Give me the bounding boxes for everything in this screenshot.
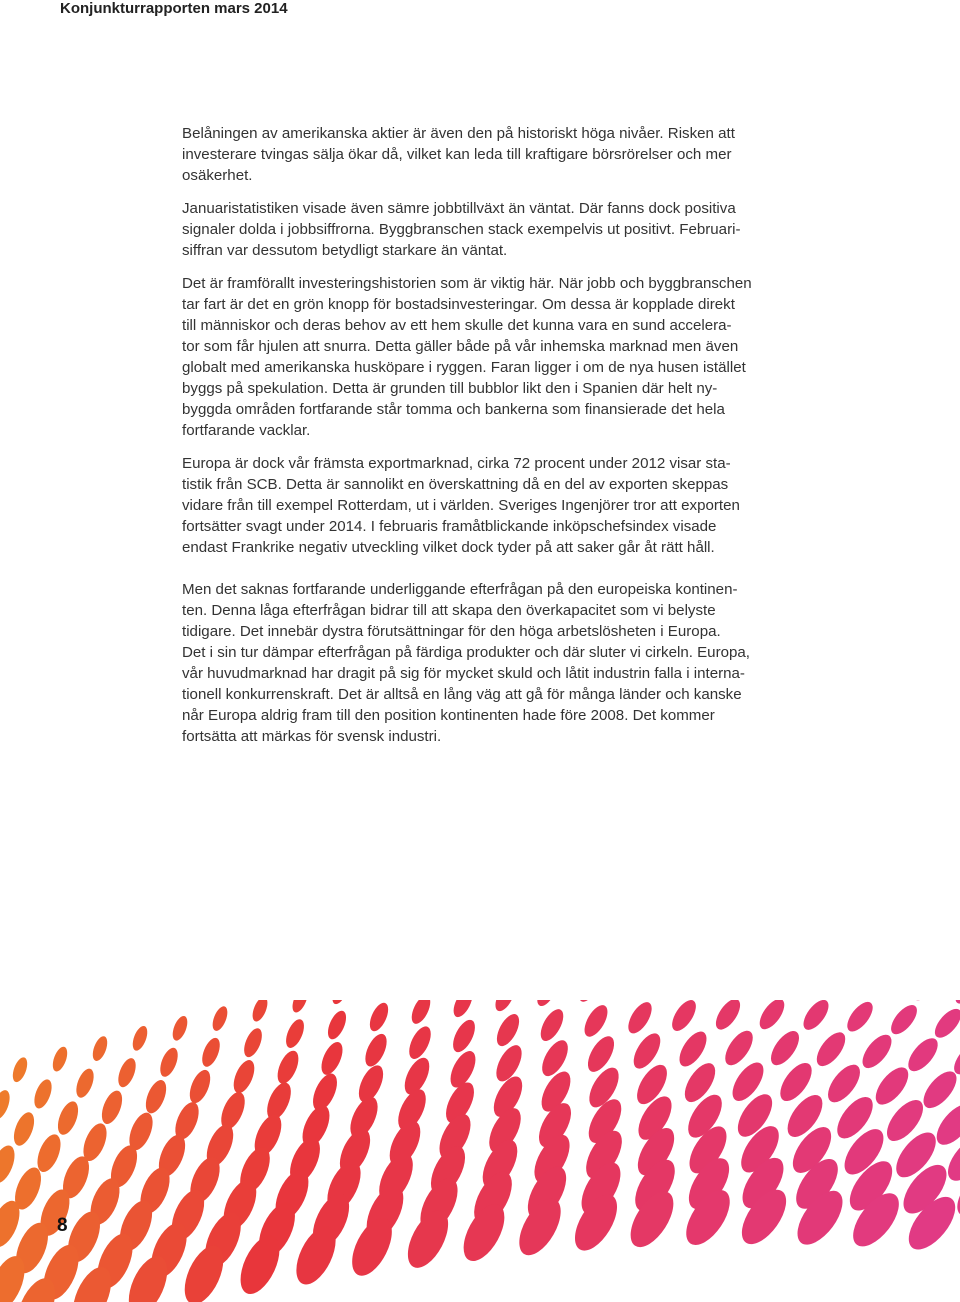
- dot-shape: [289, 1000, 310, 1015]
- dot-shape: [33, 1131, 65, 1175]
- dot-shape: [241, 1026, 266, 1060]
- paragraph: [182, 198, 782, 261]
- text-line: endast Frankrike negativ utveckling vilket dock tyder på att saker går åt rätt håll.: [182, 539, 715, 556]
- paragraph: [182, 123, 782, 186]
- dot-shape: [115, 1056, 139, 1090]
- dot-shape: [0, 1088, 13, 1122]
- dot-shape: [910, 1000, 941, 1004]
- dot-shape: [273, 1048, 302, 1087]
- dot-shape: [405, 1023, 435, 1062]
- dot-shape: [886, 1001, 921, 1039]
- paragraph: [182, 453, 782, 558]
- dot-shape: [857, 1030, 897, 1073]
- dot-shape: [711, 1000, 745, 1034]
- text-line: Belåningen av amerikanska aktier är även den på historiskt höga nivåer. Risken att: [182, 125, 735, 142]
- dot-shape: [186, 1067, 215, 1106]
- text-line: ten. Denna låga efterfrågan bidrar till att skapa den överkapacitet som vi belyste: [182, 602, 716, 619]
- dot-shape: [10, 1055, 30, 1084]
- dot-shape: [262, 1079, 295, 1123]
- dot-shape: [799, 1000, 834, 1034]
- dot-shape: [492, 1000, 519, 1014]
- text-line: tistik från SCB. Detta är sannolikt en överskattning då en del av exporten skeppas: [182, 476, 729, 493]
- text-line: Det i sin tur dämpar efterfrågan på färdiga produkter och där sluter vi cirkeln. Europa,: [182, 644, 750, 661]
- text-line: fortsätter svagt under 2014. I februaris framåtblickande inköpschefsindex visade: [182, 518, 717, 535]
- dot-shape: [617, 1000, 645, 1002]
- text-line: Men det saknas fortfarande underliggande efterfrågan på den europeiska kontinen-: [182, 581, 738, 598]
- dot-shape: [0, 1142, 19, 1186]
- dot-shape: [811, 1028, 850, 1071]
- dot-shape: [73, 1066, 97, 1100]
- text-line: investerare tvingas sälja ökar då, vilket kan leda till kraftigare börsrörelser och mer: [182, 146, 732, 163]
- text-line: byggda områden fortfarande står tomma och bankerna som finansierade det hela: [182, 401, 725, 418]
- dot-shape: [170, 1014, 191, 1043]
- dot-shape: [130, 1024, 150, 1053]
- text-line: Europa är dock vår främsta exportmarknad, cirka 72 procent under 2012 visar sta-: [182, 455, 731, 472]
- dot-shape: [536, 1006, 568, 1045]
- dot-shape: [157, 1045, 182, 1079]
- text-line: vår huvudmarknad har dragit på sig för mycket skuld och låtit industrin falla i interna-: [182, 665, 745, 682]
- dot-shape: [408, 1000, 434, 1027]
- dot-shape: [90, 1034, 110, 1063]
- dot-shape: [199, 1035, 224, 1069]
- dot-shape: [930, 1004, 960, 1042]
- dot-shape: [755, 1000, 789, 1033]
- text-line: tor som får hjulen att snurra. Detta gäller både på vår inhemska marknad men även: [182, 338, 739, 355]
- text-line: fortfarande vacklar.: [182, 422, 311, 439]
- text-line: tionell konkurrenskraft. Det är alltså en lång väg att gå för många länder och kanske: [182, 686, 742, 703]
- dot-shape: [324, 1008, 350, 1042]
- text-line: når Europa aldrig fram till den position kontinenten hade före 2008. Det kommer: [182, 707, 715, 724]
- text-line: Januaristatistiken visade även sämre jobbtillväxt än väntat. Där fanns dock positiva: [182, 200, 736, 217]
- dot-shape: [903, 1033, 943, 1076]
- dot-shape: [10, 1110, 38, 1149]
- dot-shape: [952, 1000, 960, 1007]
- text-line: tar fart är det en grön knopp för bostadsinvesteringar. Om dessa är kopplade direkt: [182, 296, 735, 313]
- dot-shape: [50, 1045, 70, 1074]
- dot-shape: [31, 1077, 55, 1111]
- dot-shape: [667, 1000, 700, 1035]
- dot-arc-pattern-icon: [0, 1000, 960, 1302]
- text-line: Det är framförallt investeringshistorien som är viktig här. När jobb och byggbranschen: [182, 275, 752, 292]
- text-line: signaler dolda i jobbsiffrorna. Byggbranschen stack exempelvis ut positivt. Februari-: [182, 221, 741, 238]
- text-line: till människor och deras behov av ett hem skulle det kunna vara en sund accelera-: [182, 317, 732, 334]
- dot-shape: [580, 1001, 612, 1040]
- dot-shape: [142, 1077, 171, 1116]
- dot-shape: [98, 1088, 126, 1127]
- text-line: tidigare. Det innebär dystra förutsättningar för den höga arbetslösheten i Europa.: [182, 623, 721, 640]
- dot-shape: [329, 1000, 350, 1006]
- dot-shape: [868, 1000, 898, 1001]
- dot-shape: [250, 1000, 271, 1024]
- text-line: byggs på spekulation. Detta är grunden till bubblor likt den i Spanien där helt ny-: [182, 380, 718, 397]
- dot-shape: [282, 1017, 307, 1051]
- page-number: 8: [57, 1215, 68, 1236]
- dot-shape: [843, 1000, 878, 1036]
- dot-shape: [492, 1011, 523, 1050]
- text-line: fortsätta att märkas för svensk industri.: [182, 728, 442, 745]
- dot-shape: [575, 1000, 603, 1005]
- dot-shape: [210, 1004, 231, 1033]
- article-body: [182, 123, 782, 747]
- paragraph: [182, 579, 782, 747]
- dot-shape: [533, 1000, 560, 1009]
- dot-shape: [450, 1000, 477, 1020]
- dot-shape: [917, 1066, 960, 1114]
- running-header: Konjunkturrapporten mars 2014: [60, 0, 288, 17]
- dot-shape: [766, 1026, 805, 1070]
- dot-shape: [229, 1057, 258, 1096]
- dot-shape: [317, 1039, 347, 1078]
- dot-shape: [720, 1026, 758, 1070]
- dot-shape: [366, 1000, 392, 1034]
- dot-shape: [491, 1041, 527, 1085]
- dot-shape: [54, 1099, 82, 1138]
- text-line: globalt med amerikanska husköpare i ryggen. Faran ligger i om de nya husen istället: [182, 359, 746, 376]
- text-line: siffran var dessutom betydligt starkare än väntat.: [182, 242, 508, 259]
- dot-shape: [449, 1017, 480, 1056]
- dot-shape: [361, 1031, 391, 1070]
- dot-shape: [624, 1000, 657, 1037]
- text-line: osäkerhet.: [182, 167, 253, 184]
- text-line: vidare från till exempel Rotterdam, ut i världen. Sveriges Ingenjörer tror att exporten: [182, 497, 740, 514]
- paragraph: [182, 273, 782, 441]
